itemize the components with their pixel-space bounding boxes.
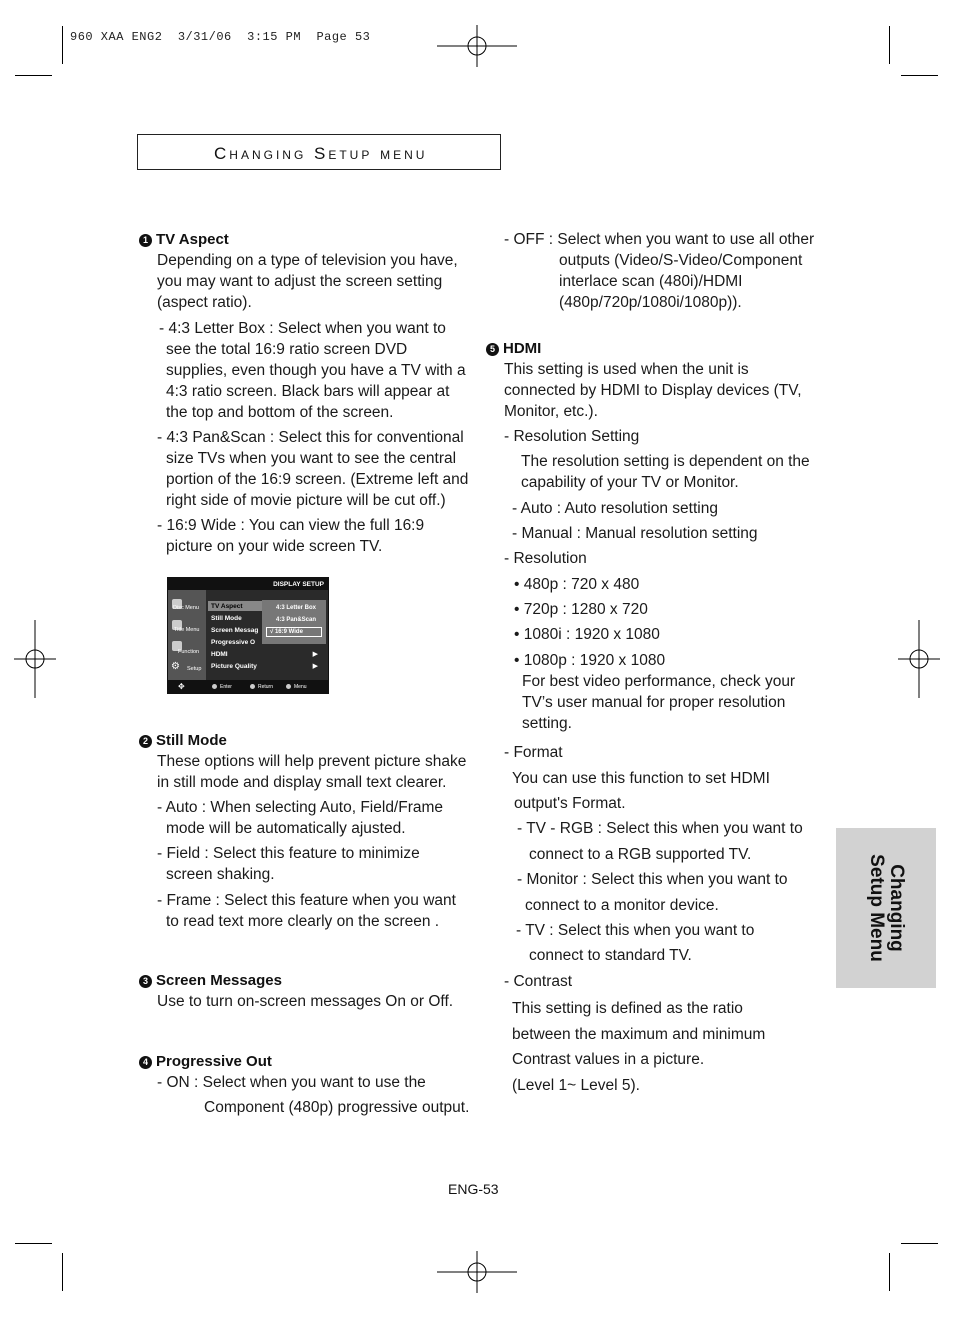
osd-submenu-item: √ 16:9 Wide xyxy=(270,629,303,635)
crop-mark xyxy=(15,1243,52,1244)
crop-mark xyxy=(62,1253,63,1291)
crop-mark xyxy=(901,1243,938,1244)
heading-hdmi: 5 HDMI xyxy=(486,340,541,357)
hdmi-manual: - Manual : Manual resolution setting xyxy=(512,525,758,542)
crop-mark xyxy=(62,26,63,64)
hdmi-resolution-setting: - Resolution Setting xyxy=(504,428,640,445)
osd-side-label: Disc Menu xyxy=(173,605,199,611)
still-mode-field: - Field : Select this feature to minimize screen shaking. xyxy=(157,845,420,883)
page-number: ENG-53 xyxy=(448,1181,499,1197)
tv-aspect-intro: Depending on a type of television you have, you may want to adjust the screen setting (aspect ratio). xyxy=(157,252,458,311)
hdmi-contrast: - Contrast xyxy=(504,973,573,990)
crop-mark xyxy=(889,26,890,64)
hdmi-tvrgb-line2: connect to a RGB supported TV. xyxy=(529,846,752,863)
osd-menu-item: Progressive O xyxy=(211,639,256,646)
hdmi-tv-line1: - TV : Select this when you want to xyxy=(516,922,755,939)
hdmi-format-desc2: output's Format. xyxy=(514,795,626,812)
heading-screen-messages: 3 Screen Messages xyxy=(139,972,282,989)
hdmi-best-note: For best video performance, check your TV’s user manual for proper resolution setting. xyxy=(522,673,796,732)
menu-button-icon xyxy=(286,684,291,689)
section-title: Changing Setup menu xyxy=(214,144,428,163)
number-badge: 2 xyxy=(139,735,152,748)
number-badge: 5 xyxy=(486,343,499,356)
hdmi-intro: This setting is used when the unit is connected by HDMI to Display devices (TV, Monitor, etc.). xyxy=(504,361,802,420)
osd-submenu-item: 4:3 Pan&Scan xyxy=(276,617,317,623)
osd-hint-menu: Menu xyxy=(286,684,307,690)
osd-menu-item: Screen Messag xyxy=(211,627,259,634)
tv-aspect-panscan: - 4:3 Pan&Scan : Select this for conventional size TVs when you want to see the central portion of the 16:9 screen. (Extreme left and right side of movie picture will be cut off.) xyxy=(157,429,469,509)
gear-icon: ⚙ xyxy=(171,661,180,672)
osd-side-menu xyxy=(168,590,206,680)
screen-messages-text: Use to turn on-screen messages On or Off. xyxy=(157,993,454,1010)
hdmi-resolution: - Resolution xyxy=(504,550,587,567)
hdmi-contrast-desc: This setting is defined as the ratio between the maximum and minimum Contrast values in a picture. (Level 1~ Level 5). xyxy=(512,1000,766,1094)
heading-still-mode: 2 Still Mode xyxy=(139,732,227,749)
osd-side-label: Function xyxy=(178,649,200,655)
osd-submenu xyxy=(262,600,326,644)
osd-menu-item: HDMI xyxy=(211,651,228,658)
hdmi-monitor-line1: - Monitor : Select this when you want to xyxy=(517,871,788,888)
hdmi-480p: • 480p : 720 x 480 xyxy=(514,576,640,593)
enter-button-icon xyxy=(212,684,217,689)
osd-header-title: DISPLAY SETUP xyxy=(273,581,324,588)
osd-hint-return: Return xyxy=(250,684,273,690)
registration-target-icon xyxy=(898,620,940,698)
chevron-right-icon: ▶ xyxy=(312,651,318,658)
hdmi-resolution-desc: The resolution setting is dependent on the capability of your TV or Monitor. xyxy=(521,453,810,491)
chevron-right-icon: ▶ xyxy=(312,663,318,670)
still-mode-intro: These options will help prevent picture shake in still mode and display small text clearer. xyxy=(157,753,467,791)
registration-target-icon xyxy=(14,620,56,698)
osd-menu-item: Still Mode xyxy=(211,615,242,622)
osd-menu-item: TV Aspect xyxy=(211,603,243,610)
hdmi-auto: - Auto : Auto resolution setting xyxy=(512,500,718,517)
heading-tv-aspect: 1 TV Aspect xyxy=(139,231,229,248)
navigation-pad-icon: ✥ xyxy=(178,682,185,691)
osd-header-bar xyxy=(168,578,328,590)
crop-mark xyxy=(889,1253,890,1291)
return-button-icon xyxy=(250,684,255,689)
crop-mark xyxy=(15,75,52,76)
number-badge: 3 xyxy=(139,975,152,988)
progressive-off: - OFF : Select when you want to use all other outputs (Video/S-Video/Component interlace scan (480i)/HDMI (480p/720p/1080i/1080p)). xyxy=(504,231,815,311)
hdmi-tv-line2: connect to standard TV. xyxy=(529,947,692,964)
hdmi-1080p: • 1080p : 1920 x 1080 xyxy=(514,652,666,669)
print-slug: 960 XAA ENG2 3/31/06 3:15 PM Page 53 xyxy=(70,30,371,44)
progressive-on-line2: Component (480p) progressive output. xyxy=(204,1099,470,1116)
osd-side-label: Setup xyxy=(187,666,202,672)
progressive-on-line1: - ON : Select when you want to use the xyxy=(157,1074,426,1091)
heading-progressive-out: 4 Progressive Out xyxy=(139,1053,272,1070)
hdmi-1080i: • 1080i : 1920 x 1080 xyxy=(514,626,660,643)
hdmi-tvrgb-line1: - TV - RGB : Select this when you want to xyxy=(517,820,803,837)
hdmi-format-desc1: You can use this function to set HDMI xyxy=(512,770,770,787)
crop-mark xyxy=(901,75,938,76)
registration-target-icon xyxy=(437,25,517,67)
still-mode-auto: - Auto : When selecting Auto, Field/Frame mode will be automatically ajusted. xyxy=(157,799,444,837)
hdmi-format: - Format xyxy=(504,744,563,761)
hdmi-monitor-line2: connect to a monitor device. xyxy=(525,897,719,914)
osd-display-setup-screenshot xyxy=(167,577,329,694)
number-badge: 4 xyxy=(139,1056,152,1069)
number-badge: 1 xyxy=(139,234,152,247)
osd-bottom-bar xyxy=(168,680,328,693)
still-mode-frame: - Frame : Select this feature when you want to read text more clearly on the screen . xyxy=(157,892,456,930)
osd-menu-item: Picture Quality xyxy=(211,663,257,670)
hdmi-720p: • 720p : 1280 x 720 xyxy=(514,601,648,618)
osd-side-label: Title Menu xyxy=(174,627,200,633)
osd-hint-enter: Enter xyxy=(212,684,232,690)
registration-target-icon xyxy=(437,1251,517,1293)
tv-aspect-wide: - 16:9 Wide : You can view the full 16:9 picture on your wide screen TV. xyxy=(157,517,425,555)
side-tab-label: Changing Setup Menu xyxy=(866,854,907,962)
osd-submenu-item: 4:3 Letter Box xyxy=(276,605,317,611)
tv-aspect-letterbox: - 4:3 Letter Box : Select when you want to see the total 16:9 ratio screen DVD supplies, even though you have a TV with a 4:3 ratio screen. Black bars will appear at the top and bottom of the screen. xyxy=(159,320,466,421)
